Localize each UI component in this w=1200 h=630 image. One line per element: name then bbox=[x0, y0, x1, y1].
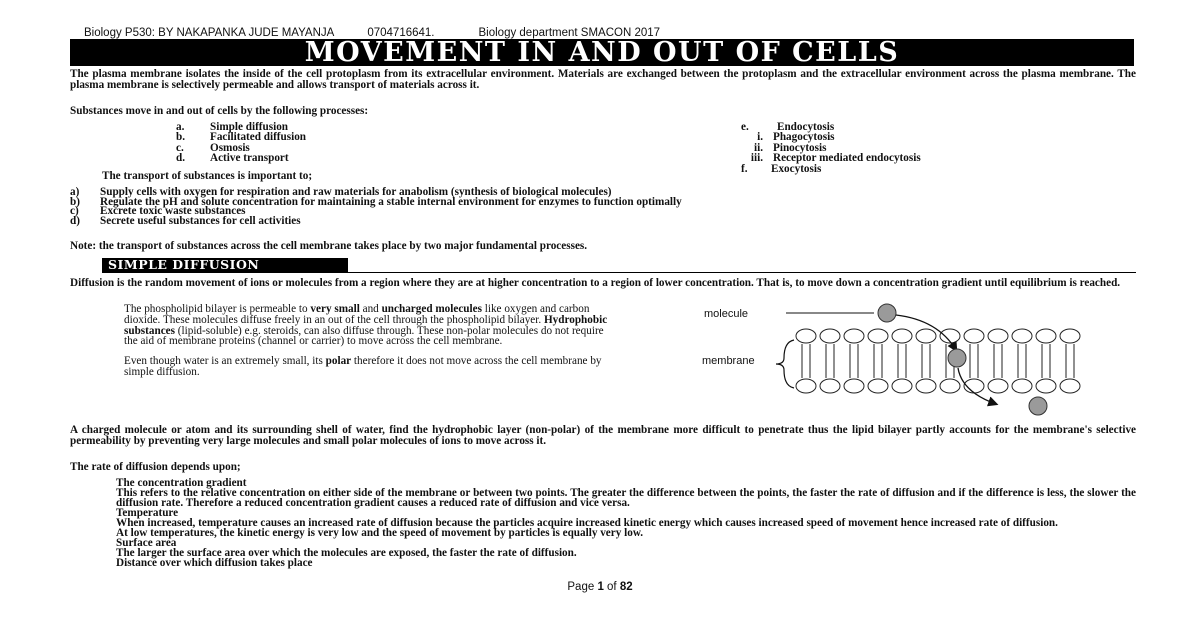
list-item: e. Endocytosis bbox=[741, 121, 835, 133]
phospholipid-head bbox=[868, 329, 888, 343]
phospholipid-head bbox=[916, 379, 936, 393]
membrane-label: membrane bbox=[702, 355, 755, 367]
phospholipid-head bbox=[892, 329, 912, 343]
phospholipid-head bbox=[964, 329, 984, 343]
page-total: 82 bbox=[619, 581, 633, 593]
phospholipid-head bbox=[1036, 379, 1056, 393]
factor-text: When increased, temperature causes an increased rate of diffusion because the particles acquire increased kinetic energy which causes increased speed of movement hence increased rate of diffusion. bbox=[116, 517, 1058, 529]
diffusion-definition bbox=[70, 278, 1136, 289]
page-current: 1 bbox=[597, 581, 604, 593]
phospholipid-head bbox=[868, 379, 888, 393]
phospholipid-head bbox=[892, 379, 912, 393]
list-item: f. Exocytosis bbox=[741, 162, 822, 175]
header-phone: 0704716641. bbox=[367, 27, 435, 39]
list-item: b) Regulate the pH and solute concentration for maintaining a stable internal environment for enzymes to function optimally bbox=[70, 195, 682, 208]
importance-list bbox=[70, 188, 1136, 226]
phospholipid-head bbox=[1060, 329, 1080, 343]
phospholipid-head bbox=[796, 329, 816, 343]
processes-intro bbox=[70, 106, 1136, 117]
phospholipid-head bbox=[844, 329, 864, 343]
list-item: c. Osmosis bbox=[176, 141, 250, 154]
section-divider bbox=[102, 272, 1136, 273]
molecule-crossing-icon bbox=[948, 349, 966, 367]
list-item: i. Phagocytosis bbox=[757, 131, 835, 144]
processes-intro-text: Substances move in and out of cells by the following processes: bbox=[70, 105, 369, 117]
list-item: c) Excrete toxic waste substances bbox=[70, 205, 246, 218]
factor-text: At low temperatures, the kinetic energy is very low and the speed of movement by particles is equally very low. bbox=[116, 527, 644, 539]
header-dept: Biology department SMACON 2017 bbox=[478, 27, 661, 39]
note-paragraph bbox=[70, 241, 1136, 252]
charged-molecule-paragraph bbox=[70, 425, 1136, 447]
list-item: b. Facilitated diffusion bbox=[176, 131, 307, 144]
phospholipid-head bbox=[1012, 379, 1032, 393]
intro-paragraph bbox=[70, 69, 1136, 91]
diffusion-factors bbox=[116, 478, 1136, 568]
intro-text: The plasma membrane isolates the inside of the cell protoplasm from its extracellular environment. Materials are exchanged between the protoplasm and the extracellular environment across the plasma membrane. The plasma membrane is selectively permeable and allows transport of materials across it. bbox=[70, 68, 1136, 91]
phospholipid-head bbox=[988, 379, 1008, 393]
rate-intro bbox=[70, 462, 1136, 473]
factor-heading: Surface area bbox=[116, 537, 177, 549]
bilayer-drawing bbox=[690, 298, 1120, 418]
factor-text: This refers to the relative concentration on either side of the membrane or between two points. The greater the difference between the points, the faster the rate of diffusion and if the difference is less, the slower the diffusion rate. Therefore a reduced concentration gradient causes a reduced rate of diffusion and vice versa. bbox=[116, 487, 1136, 509]
phospholipid-head bbox=[916, 329, 936, 343]
processes-list-left bbox=[176, 122, 306, 164]
importance-intro bbox=[102, 171, 1136, 182]
phospholipid-bilayer bbox=[796, 329, 1080, 393]
list-item: a) Supply cells with oxygen for respiration and raw materials for anabolism (synthesis of biological molecules) bbox=[70, 186, 612, 198]
phospholipid-head bbox=[1060, 379, 1080, 393]
list-item: iii. Receptor mediated endocytosis bbox=[750, 152, 921, 165]
phospholipid-head bbox=[1012, 329, 1032, 343]
phospholipid-head bbox=[1036, 329, 1056, 343]
side-paragraph-1: The phospholipid bilayer is permeable to very small and uncharged molecules like oxygen and carbon dioxide. These molecules diffuse freely in an out of the cell through the phospholipid bilayer. Hydrophobic substances (lipid-soluble) e.g. steroids, can also diffuse through. These non-polar molecules do not require the aid of membrane proteins (channel or carrier) to move across the cell membrane. bbox=[124, 303, 608, 348]
section-heading-simple-diffusion: SIMPLE DIFFUSION bbox=[102, 258, 348, 272]
phospholipid-head bbox=[844, 379, 864, 393]
charged-molecule-text: A charged molecule or atom and its surrounding shell of water, find the hydrophobic layer (non-polar) of the membrane more difficult to penetrate thus the lipid bilayer partly accounts for the membrane's selective permeability by preventing very large molecules and small polar molecules of ions to move across it. bbox=[70, 424, 1136, 447]
phospholipid-head bbox=[820, 329, 840, 343]
list-item: ii. Pinocytosis bbox=[753, 141, 827, 154]
list-item: a. Simple diffusion bbox=[176, 121, 289, 133]
list-item: d) Secrete useful substances for cell activities bbox=[70, 214, 301, 227]
side-paragraph-2: Even though water is an extremely small, its polar therefore it does not move across the cell membrane by simple diffusion. bbox=[124, 355, 602, 378]
factor-heading: The concentration gradient bbox=[116, 477, 247, 489]
phospholipid-head bbox=[940, 379, 960, 393]
factor-heading: Distance over which diffusion takes place bbox=[116, 557, 313, 569]
importance-intro-text: The transport of substances is important to; bbox=[102, 170, 313, 182]
note-text: Note: the transport of substances across the cell membrane takes place by two major fundamental processes. bbox=[70, 240, 588, 252]
molecule-label: molecule bbox=[704, 308, 749, 320]
phospholipid-head bbox=[796, 379, 816, 393]
phospholipid-head bbox=[820, 379, 840, 393]
rate-intro-text: The rate of diffusion depends upon; bbox=[70, 461, 241, 473]
page-footer: Page 1 of 82 bbox=[567, 581, 633, 593]
page-title: MOVEMENT IN AND OUT OF CELLS bbox=[70, 39, 1134, 66]
phospholipid-head bbox=[988, 329, 1008, 343]
page-header bbox=[84, 27, 1134, 39]
membrane-diagram bbox=[690, 298, 1120, 418]
processes-list-right bbox=[741, 122, 921, 174]
membrane-brace bbox=[776, 340, 794, 388]
diffusion-side-text bbox=[124, 304, 620, 378]
factor-heading: Temperature bbox=[116, 507, 179, 519]
header-course: Biology P530: BY NAKAPANKA JUDE MAYANJA bbox=[84, 27, 335, 39]
molecule-outside-icon bbox=[878, 304, 896, 322]
factor-text: The larger the surface area over which the molecules are exposed, the faster the rate of diffusion. bbox=[116, 547, 577, 559]
list-item: d. Active transport bbox=[176, 152, 289, 165]
molecule-inside-icon bbox=[1029, 397, 1047, 415]
diffusion-definition-text: Diffusion is the random movement of ions or molecules from a region where they are at higher concentration to a region of lower concentration. That is, to move down a concentration gradient until equilibrium is reached. bbox=[70, 277, 1121, 289]
